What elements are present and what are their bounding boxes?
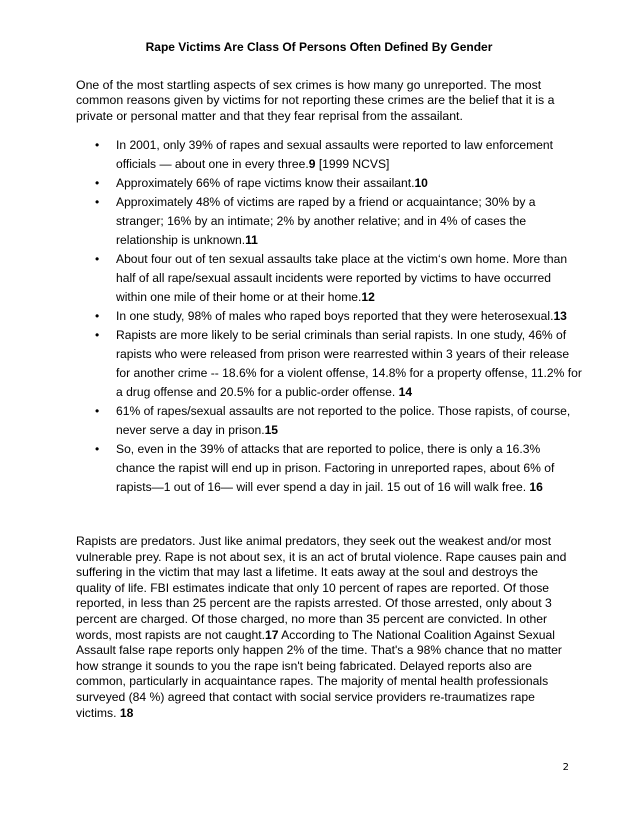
list-item-text: About four out of ten sexual assaults take place at the victim‘s own home. More than half of all rape/sexual assault incidents were reported by victims to have occurred within one mile of their home or at their home. xyxy=(116,252,568,304)
page-title: Rape Victims Are Class Of Persons Often Defined By Gender xyxy=(145,40,493,54)
list-item-tail: [1999 NCVS] xyxy=(315,157,390,171)
facts-list xyxy=(76,136,582,497)
intro-paragraph: One of the most startling aspects of sex crimes is how many go unreported. The most common reasons given by victims for not reporting these crimes are the belief that it is a private or personal matter and that they fear reprisal from the assailant. xyxy=(76,78,555,123)
bullet-icon: • xyxy=(95,309,100,323)
body-text-b: According to The National Coalition Against Sexual Assault false rape reports only happen 2% of the time. That's a 98% chance that no matter how strange it sounds to you the rape isn't being fabricated. Delayed reports also are common, particularly in acquaintance rapes. The majority of mental health professionals surveyed (84 %) agreed that contact with social service providers re-traumatizes rape victims. xyxy=(76,627,562,720)
bullet-icon: • xyxy=(95,138,100,152)
bullet-icon: • xyxy=(95,252,100,266)
footnote-ref: 14 xyxy=(398,385,413,399)
footnote-ref: 17 xyxy=(264,627,279,642)
bullet-icon: • xyxy=(95,195,100,209)
list-item xyxy=(76,174,582,193)
list-item-text: 61% of rapes/sexual assaults are not reported to the police. Those rapists, of course, never serve a day in prison. xyxy=(116,404,571,437)
footnote-ref: 16 xyxy=(529,480,543,494)
footnote-ref: 11 xyxy=(245,233,258,247)
footnote-ref: 9 xyxy=(308,157,316,171)
list-item xyxy=(76,193,582,250)
bullet-icon: • xyxy=(95,176,100,190)
list-item xyxy=(76,440,582,497)
footnote-ref: 10 xyxy=(414,176,428,190)
body-paragraph xyxy=(76,534,576,721)
footnote-ref: 13 xyxy=(553,309,567,323)
list-item xyxy=(76,402,582,440)
bullet-icon: • xyxy=(95,328,100,342)
footnote-ref: 18 xyxy=(119,705,134,720)
list-item-text: Approximately 48% of victims are raped by a friend or acquaintance; 30% by a stranger; 16% by an intimate; 2% by another relative; and in 4% of cases the relationship is unknown. xyxy=(116,195,536,247)
list-item-text: So, even in the 39% of attacks that are reported to police, there is only a 16.3% chance the rapist will end up in prison. Factoring in unreported rapes, about 6% of rapists—1 out of 16— will ever spend a day in jail. 15 out of 16 will walk free. xyxy=(116,442,555,494)
list-item xyxy=(76,250,582,307)
list-item xyxy=(76,307,582,326)
list-item xyxy=(76,136,582,174)
body-text-a: Rapists are predators. Just like animal predators, they seek out the weakest and/or most vulnerable prey. Rape is not about sex, it is an act of brutal violence. Rape causes pain and suffering in the victim that may last a lifetime. It eats away at the soul and destroys the quality of life. FBI estimates indicate that only 10 percent of rapes are reported. Of those reported, in less than 25 percent are the rapists arrested. Of those arrested, only about 3 percent are charged. Of those charged, no more than 35 percent are convicted. In other words, most rapists are not caught. xyxy=(76,534,567,642)
list-item-text: Approximately 66% of rape victims know their assailant. xyxy=(116,176,415,190)
footnote-ref: 12 xyxy=(361,290,375,304)
bullet-icon: • xyxy=(95,442,100,456)
page-number: 2 xyxy=(562,762,569,773)
footnote-ref: 15 xyxy=(264,423,279,437)
list-item-text: In one study, 98% of males who raped boys reported that they were heterosexual. xyxy=(116,309,554,323)
list-item-text: Rapists are more likely to be serial criminals than serial rapists. In one study, 46% of rapists who were released from prison were rearrested within 3 years of their release for another crime -- 18.6% for a violent offense, 14.8% for a property offense, 11.2% for a drug offense and 20.5% for a public-order offense. xyxy=(116,328,582,399)
list-item xyxy=(76,326,582,402)
bullet-icon: • xyxy=(95,404,100,418)
list-item-text: In 2001, only 39% of rapes and sexual assaults were reported to law enforcement officials — about one in every three. xyxy=(116,138,553,171)
